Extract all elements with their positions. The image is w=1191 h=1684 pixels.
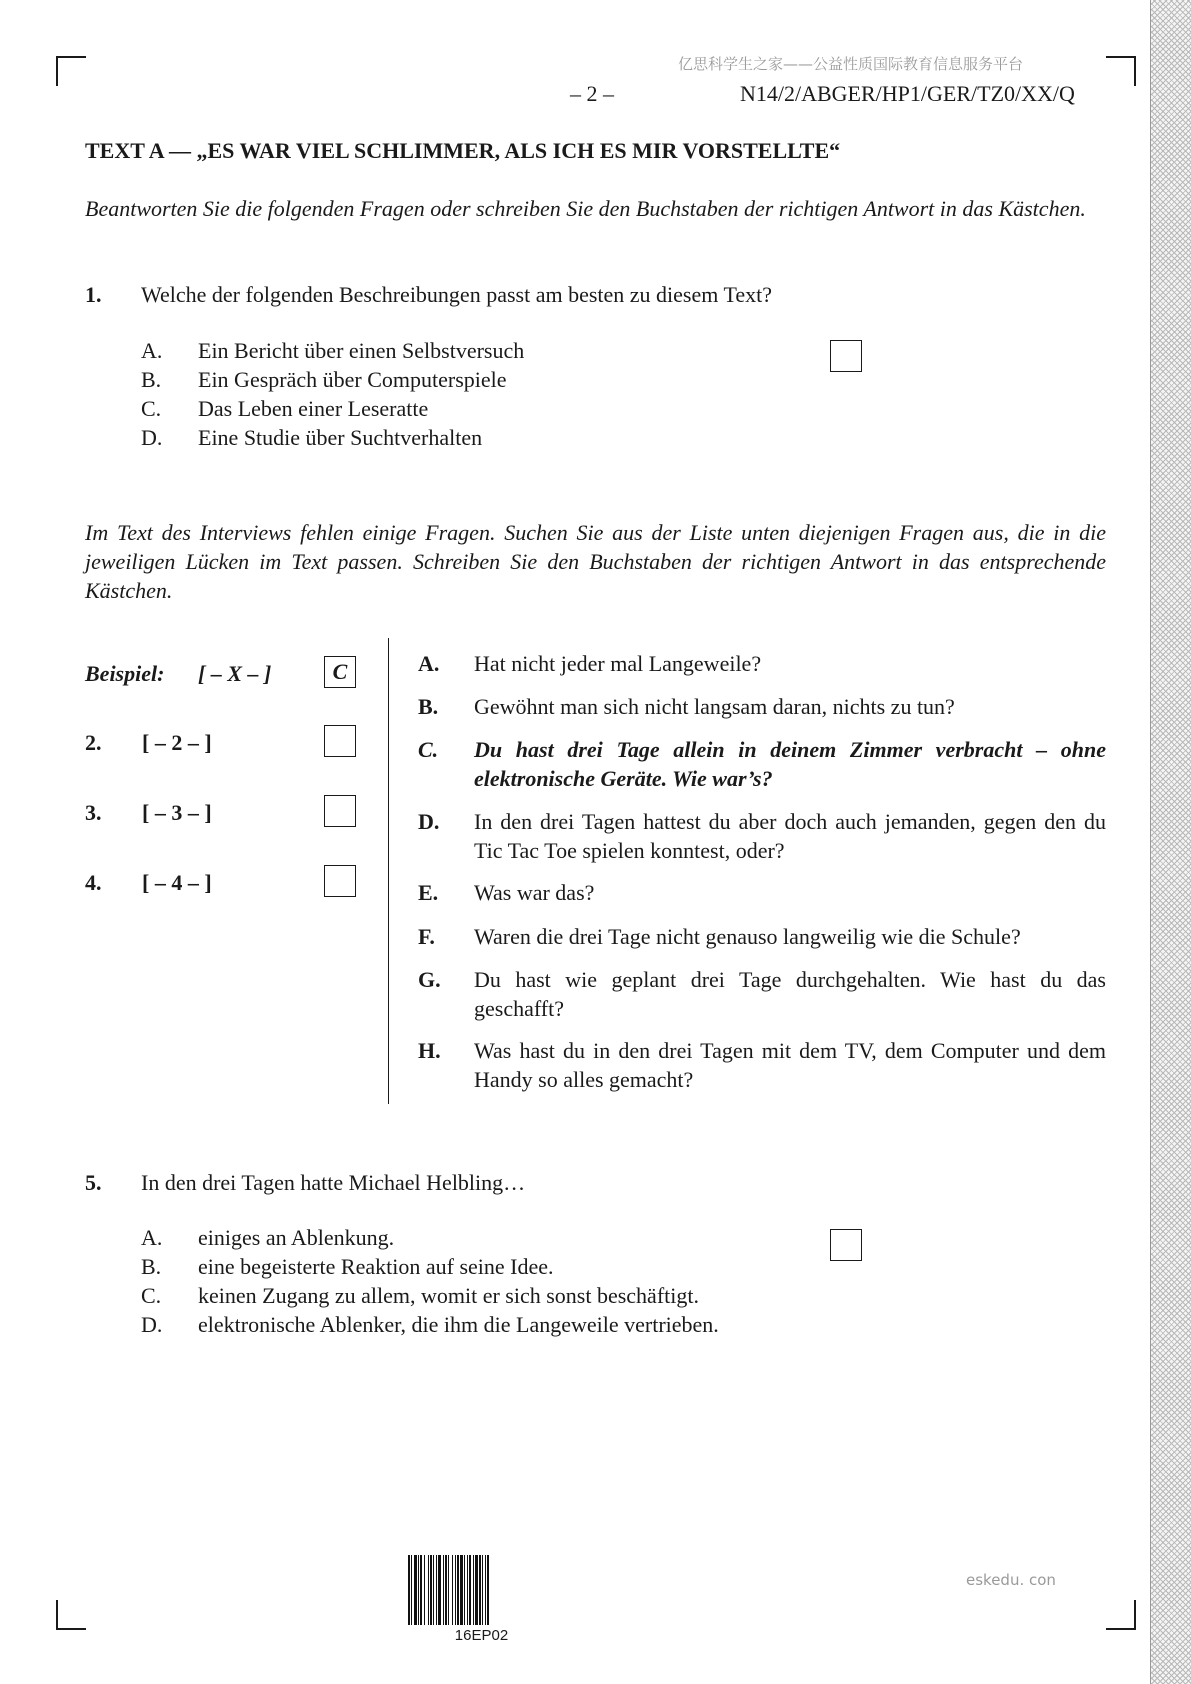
instructions-1: Beantworten Sie die folgenden Fragen oder schreiben Sie den Buchstaben der richtigen Antwort in das Kästchen. [85,196,1086,221]
instructions-2: Im Text des Interviews fehlen einige Fragen. Suchen Sie aus der Liste unten diejenigen Fragen aus, die in die jeweiligen Lücken im Text passen. Schreiben Sie den Buchstaben der richtigen Antwort in das entsprechende Kästchen. [85,520,1106,603]
option-letter: A. [141,338,163,363]
option-text: Hat nicht jeder mal Langeweile? [474,651,762,676]
question-5-text: In den drei Tagen hatte Michael Helbling… [141,1170,526,1195]
column-divider [388,638,389,1104]
paper-code: N14/2/ABGER/HP1/GER/TZ0/XX/Q [740,81,1075,106]
question-option-e [418,878,1106,907]
example-answer-box: C [324,656,356,688]
option-text: elektronische Ablenker, die ihm die Langeweile vertrieben. [198,1312,719,1337]
question-1-text: Welche der folgenden Beschreibungen passt am besten zu diesem Text? [141,282,773,307]
crop-mark-bottom-left [56,1600,86,1630]
option-text: Eine Studie über Suchtverhalten [198,425,483,450]
crop-mark-bottom-right [1106,1600,1136,1630]
example-gap: [ – X – ] [198,661,272,686]
gap-number: 3. [85,800,102,825]
question-option-g [418,965,1106,1023]
option-text: keinen Zugang zu allem, womit er sich sonst beschäftigt. [198,1283,699,1308]
question-5-number: 5. [85,1170,102,1195]
barcode [408,1555,555,1625]
question-option-c [418,735,1106,793]
q5-answer-box[interactable] [830,1229,862,1261]
question-option-a [418,649,1106,678]
page-number: – 2 – [570,81,614,106]
question-option-d [418,807,1106,865]
option-text: Gewöhnt man sich nicht langsam daran, nichts zu tun? [474,694,955,719]
example-label: Beispiel: [85,661,165,686]
gap-3-answer-box[interactable] [324,795,356,827]
option-text: Du hast drei Tage allein in deinem Zimmer verbracht – ohne elektronische Geräte. Wie war’s? [474,737,1106,791]
gap-number: 2. [85,730,102,755]
option-text: Was hast du in den drei Tagen mit dem TV, dem Computer und dem Handy so alles gemacht? [474,1038,1106,1092]
option-letter: B. [418,694,439,719]
option-text: Waren die drei Tage nicht genauso langweilig wie die Schule? [474,924,1021,949]
crop-mark-top-right [1106,56,1136,86]
option-letter: E. [418,880,439,905]
gap-2-answer-box[interactable] [324,725,356,757]
option-letter: D. [141,1312,163,1337]
option-letter: A. [141,1225,163,1250]
gap-4-answer-box[interactable] [324,865,356,897]
option-letter: H. [418,1038,441,1063]
section-title: TEXT A — „ES WAR VIEL SCHLIMMER, ALS ICH ES MIR VORSTELLTE“ [85,138,841,163]
gap-number: 4. [85,870,102,895]
option-letter: C. [141,1283,162,1308]
barcode-label: 16EP02 [454,1627,509,1644]
option-text: Ein Bericht über einen Selbstversuch [198,338,525,363]
question-1-number: 1. [85,282,102,307]
q1-answer-box[interactable] [830,340,862,372]
crop-mark-top-left [56,56,86,86]
page-edge-pattern [1150,0,1191,1684]
gap-label: [ – 3 – ] [142,800,212,825]
option-letter: D. [418,809,440,834]
gap-label: [ – 4 – ] [142,870,212,895]
option-letter: B. [141,367,162,392]
question-option-h [418,1036,1106,1094]
barcode-bar [489,1555,492,1625]
option-letter: A. [418,651,440,676]
option-letter: C. [141,396,162,421]
question-option-b [418,692,1106,721]
option-text: In den drei Tagen hattest du aber doch auch jemanden, gegen den du Tic Tac Toe spielen konntest, oder? [474,809,1106,863]
option-letter: B. [141,1254,162,1279]
option-letter: F. [418,924,435,949]
option-letter: G. [418,967,441,992]
option-text: Das Leben einer Leseratte [198,396,429,421]
option-text: Ein Gespräch über Computerspiele [198,367,507,392]
option-text: Was war das? [474,880,595,905]
option-letter: C. [418,737,439,762]
watermark-top: 亿思科学生之家——公益性质国际教育信息服务平台 [678,55,1024,73]
gap-label: [ – 2 – ] [142,730,212,755]
option-text: eine begeisterte Reaktion auf seine Idee. [198,1254,554,1279]
option-letter: D. [141,425,163,450]
watermark-bottom: eskedu. con [966,1571,1056,1589]
question-option-f [418,922,1106,951]
option-text: Du hast wie geplant drei Tage durchgehalten. Wie hast du das geschafft? [474,967,1106,1021]
option-text: einiges an Ablenkung. [198,1225,395,1250]
